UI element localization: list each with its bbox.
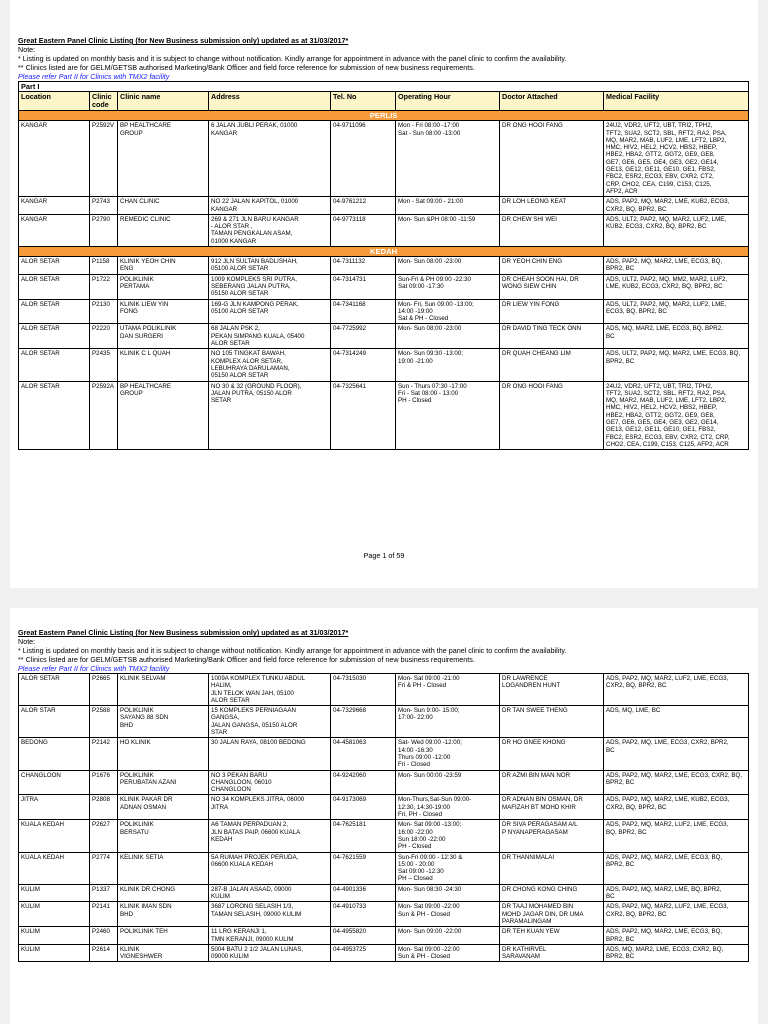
medical-facility-cell: ADS, PAP2, MQ, MAR2, LME, ECG3, BQ, BPR2, BC <box>604 852 749 884</box>
clinic-code-cell: P2790 <box>90 214 118 246</box>
document-page-2 <box>10 608 758 1024</box>
clinic-code-cell: P2614 <box>90 944 118 962</box>
clinic-name-cell: KLINIK VIGNESHWER <box>118 944 209 962</box>
tel-no-cell: 04-9173069 <box>331 795 396 820</box>
location-cell: KANGAR <box>19 121 90 197</box>
address-cell: NO 22 JALAN KAPITOL, 01000 KANGAR <box>209 197 331 215</box>
clinic-code-cell: P2665 <box>90 674 118 706</box>
operating-hour-cell: Mon- Fri, Sun 09:00 -13:00; 14:00 -19:00 Sat & PH - Closed <box>396 299 500 324</box>
table-row <box>19 944 749 962</box>
clinic-code-cell: P2588 <box>90 706 118 738</box>
listing-title: Great Eastern Panel Clinic Listing (for New Business submission only) updated as at 31/03/2017* <box>18 36 349 45</box>
table-row <box>19 738 749 770</box>
doctor-cell: DR AZMI BIN MAN NOR <box>500 770 604 795</box>
note-line-1: * Listing is updated on monthly basis and it is subject to change without notification. Kindly arrange for appointment in advance with the panel clinic to confirm the availability. <box>18 54 567 63</box>
clinic-name-cell: POLIKLINIK TEH <box>118 927 209 945</box>
address-cell: 912 JLN SULTAN BADLISHAH, 05100 ALOR SETAR <box>209 257 331 275</box>
column-header-row <box>19 92 749 111</box>
operating-hour-cell: Mon- Sun 09:00 -22:00 <box>396 927 500 945</box>
medical-facility-cell: ADS, ULT2, PAP2, MQ, MAR2, LUF2, LME, ECG3, BQ, BPR2, BC <box>604 299 749 324</box>
doctor-cell: DR CHEAH SOON HAI, DR WONG SIEW CHIN <box>500 274 604 299</box>
note-line-1: * Listing is updated on monthly basis and it is subject to change without notification. Kindly arrange for appointment in advance with the panel clinic to confirm the availability. <box>18 646 567 655</box>
location-cell: ALOR SETAR <box>19 274 90 299</box>
col-header-clinic-code: Clinic code <box>90 92 118 111</box>
region-header-row <box>19 111 749 121</box>
address-cell: 15 KOMPLEKS PERNIAGAAN GANGSA, JALAN GANGSA, 05150 ALOR STAR <box>209 706 331 738</box>
location-cell: KUALA KEDAH <box>19 852 90 884</box>
location-cell: KANGAR <box>19 214 90 246</box>
operating-hour-cell: Mon - Fri 08:00 -17:00 Sat - Sun 08:00 -13:00 <box>396 121 500 197</box>
clinic-name-cell: KELINIK SETIA <box>118 852 209 884</box>
operating-hour-cell: Mon- Sat 09:00 -22:00 Sun & PH - Closed <box>396 944 500 962</box>
clinic-code-cell: P2627 <box>90 820 118 852</box>
document-page-1 <box>10 0 758 588</box>
clinic-name-cell: KLINIK IMAN SDN BHD <box>118 902 209 927</box>
clinic-code-cell: P2774 <box>90 852 118 884</box>
table-row <box>19 820 749 852</box>
tel-no-cell: 04-7341168 <box>331 299 396 324</box>
operating-hour-cell: Mon- Sun 09:30 -13:00; 19:00 -21:00 <box>396 349 500 381</box>
clinic-code-cell: P2460 <box>90 927 118 945</box>
page-2-header <box>18 628 748 673</box>
clinic-name-cell: UTAMA POLIKLINIK DAN SURGERI <box>118 324 209 349</box>
tel-no-cell: 04-7625181 <box>331 820 396 852</box>
tel-no-cell: 04-7621559 <box>331 852 396 884</box>
location-cell: ALOR SETAR <box>19 324 90 349</box>
clinic-code-cell: P1676 <box>90 770 118 795</box>
location-cell: KULIM <box>19 884 90 902</box>
doctor-cell: DR DAVID TING TECK ONN <box>500 324 604 349</box>
clinic-code-cell: P1337 <box>90 884 118 902</box>
note-line-2: ** Clinics listed are for GELM/GETSB authorised Marketing/Bank Officer and field force reference for submission of new business requirements. <box>18 655 475 664</box>
table-row <box>19 274 749 299</box>
clinic-name-cell: HO KLINIK <box>118 738 209 770</box>
medical-facility-cell: 24U2, VDR2, UFT2, UBT, TRI2, TPH2, TFT2, SUA2, SCT2, SBL, RFT2, RA2, PSA, MQ, MAR2, MAB, LUF2, LME, LFT2, LBP2, HMC, HIV2, HEL2, HCV2, HBS2, HBEP, HBE2, HBA2, GTT2, GGT2, GE9, GE8, GE7, GE6, GE5, GE4, GE3, GE2, GE14, GE13, GE12, GE11, GE10, GE1, FBS2, FBC2, ESR2, ECG3, EBV, CXR2, CT2, CRP, CHO2, CEA, C199, C153, C125, AFP2, ACR <box>604 381 749 450</box>
table-row <box>19 214 749 246</box>
location-cell: KULIM <box>19 902 90 927</box>
location-cell: ALOR SETAR <box>19 381 90 450</box>
doctor-cell: DR CHEW SHI WEI <box>500 214 604 246</box>
clinic-name-cell: REMEDIC CLINIC <box>118 214 209 246</box>
medical-facility-cell: ADS, ULT2, PAP2, MQ, MAR2, LME, ECG3, BQ, BPR2, BC <box>604 349 749 381</box>
medical-facility-cell: ADS, MQ, LME, BC <box>604 706 749 738</box>
address-cell: 269 & 271 JLN BARU KANGAR - ALOR STAR , TAMAN PENGKALAN ASAM, 01000 KANGAR <box>209 214 331 246</box>
operating-hour-cell: Sun-Fri 09:00 - 12:30 & 15:00 - 20:00 Sat 09:00 -12:30 PH – Closed <box>396 852 500 884</box>
clinic-code-cell: P1722 <box>90 274 118 299</box>
clinic-code-cell: P2220 <box>90 324 118 349</box>
operating-hour-cell: Mon-Thurs,Sat-Sun 09:00- 12:30, 14:30-19:00 Fri, PH - Closed <box>396 795 500 820</box>
tel-no-cell: 04-9242060 <box>331 770 396 795</box>
clinic-name-cell: BP HEALTHCARE GROUP <box>118 121 209 197</box>
tel-no-cell: 04-7314249 <box>331 349 396 381</box>
location-cell: JITRA <box>19 795 90 820</box>
location-cell: ALOR SETAR <box>19 257 90 275</box>
location-cell: CHANGLOON <box>19 770 90 795</box>
medical-facility-cell: ADS, PAP2, MQ, MAR2, LME, ECG3, CXR2, BQ, BPR2, BC <box>604 770 749 795</box>
operating-hour-cell: Mon- Sun 08:00 -23:00 <box>396 324 500 349</box>
operating-hour-cell: Mon- Sun 00:00 -23:59 <box>396 770 500 795</box>
tel-no-cell: 04-7725992 <box>331 324 396 349</box>
tel-no-cell: 04-4901336 <box>331 884 396 902</box>
tel-no-cell: 04-4953725 <box>331 944 396 962</box>
medical-facility-cell: ADS, MQ, MAR2, LME, ECG3, CXR2, BQ, BPR2, BC <box>604 944 749 962</box>
col-header-medical-facility: Medical Facility <box>604 92 749 111</box>
part-ii-reference-link[interactable]: Please refer Part II for Clinics with TMX2 facility <box>18 72 170 81</box>
address-cell: 1009 KOMPLEKS SRI PUTRA, SEBERANG JALAN PUTRA, 05150 ALOR SETAR <box>209 274 331 299</box>
operating-hour-cell: Mon- Sun 9:00- 15:00; 17:00- 22:00 <box>396 706 500 738</box>
doctor-cell: DR TEH KUAN YEW <box>500 927 604 945</box>
table-row <box>19 299 749 324</box>
location-cell: KUALA KEDAH <box>19 820 90 852</box>
medical-facility-cell: ADS, PAP2, MQ, MAR2, LME, KUB2, ECG3, CXR2, BQ, BPR2, BC <box>604 795 749 820</box>
medical-facility-cell: ADS, MQ, MAR2, LME, ECG3, BQ, BPR2, BC <box>604 324 749 349</box>
doctor-cell: DR ONG HOOI FANG <box>500 121 604 197</box>
location-cell: BEDONG <box>19 738 90 770</box>
col-header-address: Address <box>209 92 331 111</box>
address-cell: 5004 BATU 2 1/2 JALAN LUNAS, 09000 KULIM <box>209 944 331 962</box>
location-cell: ALOR STAR <box>19 706 90 738</box>
address-cell: 68 JALAN PSK 2, PEKAN SIMPANG KUALA, 05400 ALOR SETAR <box>209 324 331 349</box>
medical-facility-cell: ADS, PAP2, MQ, MAR2, LME, ECG3, BQ, BPR2, BC <box>604 927 749 945</box>
table-row <box>19 884 749 902</box>
clinic-name-cell: KLINIK PAKAR DR ADNAN OSMAN <box>118 795 209 820</box>
clinic-code-cell: P2808 <box>90 795 118 820</box>
clinic-code-cell: P2141 <box>90 902 118 927</box>
region-header-row <box>19 247 749 257</box>
clinic-name-cell: CHAN CLINIC <box>118 197 209 215</box>
location-cell: ALOR SETAR <box>19 349 90 381</box>
clinic-name-cell: KLINIK YEOH CHIN ENG <box>118 257 209 275</box>
page-number: Page 1 of 59 <box>363 551 405 560</box>
table-row <box>19 902 749 927</box>
table-row <box>19 795 749 820</box>
clinic-code-cell: P1158 <box>90 257 118 275</box>
doctor-cell: DR YEOH CHIN ENG <box>500 257 604 275</box>
address-cell: 1009A KOMPLEX TUNKU ABDUL HALIM, JLN TELOK WAN JAH, 05100 ALOR SETAR <box>209 674 331 706</box>
clinic-name-cell: KLINIK LIEW YIN FONG <box>118 299 209 324</box>
medical-facility-cell: ADS, PAP2, MQ, MAR2, LME, KUB2, ECG3, CXR2, BQ, BPR2, BC <box>604 197 749 215</box>
operating-hour-cell: Sun-Fri & PH 09:00 -22:30 Sat 09:00 -17:30 <box>396 274 500 299</box>
location-cell: ALOR SETAR <box>19 299 90 324</box>
note-label: Note: <box>18 45 36 54</box>
operating-hour-cell: Mon- Sun 08:30 -24:30 <box>396 884 500 902</box>
clinic-name-cell: POLIKLINIK SAYANG 88 SDN BHD <box>118 706 209 738</box>
location-cell: ALOR SETAR <box>19 674 90 706</box>
col-header-doctor-attached: Doctor Attached <box>500 92 604 111</box>
operating-hour-cell: Mon- Sun &PH 08:00 -11:59 <box>396 214 500 246</box>
tel-no-cell: 04-4581063 <box>331 738 396 770</box>
clinic-code-cell: P2592V <box>90 121 118 197</box>
doctor-cell: DR CHONG KONG CHING <box>500 884 604 902</box>
clinic-name-cell: BP HEALTHCARE GROUP <box>118 381 209 450</box>
tel-no-cell: 04-7315030 <box>331 674 396 706</box>
address-cell: 287-B JALAN ASAAD, 09000 KULIM <box>209 884 331 902</box>
location-cell: KULIM <box>19 927 90 945</box>
clinic-name-cell: KLINIK C L QUAH <box>118 349 209 381</box>
operating-hour-cell: Sun - Thurs 07:30 -17:00 Fri - Sat 08:00 - 13:00 PH - Closed <box>396 381 500 450</box>
doctor-cell: DR LIEW YIN FONG <box>500 299 604 324</box>
clinic-code-cell: P2142 <box>90 738 118 770</box>
table-row <box>19 674 749 706</box>
clinic-name-cell: KLINIK DR CHONG <box>118 884 209 902</box>
table-row <box>19 381 749 450</box>
doctor-cell: DR KATHIRVEL SARAVANAM <box>500 944 604 962</box>
table-row <box>19 706 749 738</box>
listing-title: Great Eastern Panel Clinic Listing (for New Business submission only) updated as at 31/03/2017* <box>18 628 349 637</box>
clinic-table-page-2 <box>18 673 749 962</box>
medical-facility-cell: 24U2, VDR2, UFT2, UBT, TRI2, TPH2, TFT2, SUA2, SCT2, SBL, RFT2, RA2, PSA, MQ, MAR2, MAB, LUF2, LME, LFT2, LBP2, HMC, HIV2, HEL2, HCV2, HBS2, HBEP, HBE2, HBA2, GTT2, GGT2, GE9, GE8, GE7, GE6, GE5, GE4, GE3, GE2, GE14, GE13, GE12, GE11, GE10, GE1, FBS2, FBC2, ESR2, ECG3, EBV, CXR2, CT2, CRP, CHO2, CEA, C199, C153, C125, AFP2, ACR <box>604 121 749 197</box>
doctor-cell: DR TAN SWEE THENG <box>500 706 604 738</box>
clinic-code-cell: P2130 <box>90 299 118 324</box>
doctor-cell: DR LOH LEONG KEAT <box>500 197 604 215</box>
clinic-code-cell: P2743 <box>90 197 118 215</box>
address-cell: 3687 LORONG SELASIH 1/3, TAMAN SELASIH, 09000 KULIM <box>209 902 331 927</box>
tel-no-cell: 04-7329668 <box>331 706 396 738</box>
region-label: PERLIS <box>19 111 749 121</box>
table-row <box>19 927 749 945</box>
doctor-cell: DR LAWRENCE LOGANDREN HUNT <box>500 674 604 706</box>
operating-hour-cell: Mon - Sat 09:00 - 21:00 <box>396 197 500 215</box>
address-cell: 5A RUMAH PROJEK PERUDA, 06600 KUALA KEDAH <box>209 852 331 884</box>
table-row <box>19 121 749 197</box>
region-label: KEDAH <box>19 247 749 257</box>
operating-hour-cell: Mon- Sun 08:00 -23:00 <box>396 257 500 275</box>
note-line-2: ** Clinics listed are for GELM/GETSB authorised Marketing/Bank Officer and field force reference for submission of new business requirements. <box>18 63 475 72</box>
address-cell: A6 TAMAN PERPADUAN 2, JLN BATAS PAIP, 06600 KUALA KEDAH <box>209 820 331 852</box>
table-row <box>19 197 749 215</box>
page-1-body <box>18 36 748 450</box>
address-cell: NO 30 & 32 (GROUND FLOOR), JALAN PUTRA, 05150 ALOR SETAR <box>209 381 331 450</box>
operating-hour-cell: Mon- Sat 09:00 -13:00; 16:00 -22:00 Sun 18:00 -22:00 PH - Closed <box>396 820 500 852</box>
col-header-location: Location <box>19 92 90 111</box>
tel-no-cell: 04-7314731 <box>331 274 396 299</box>
operating-hour-cell: Sat- Wed 09:00 -12:00; 14:00 -16:30 Thurs 09:00 -12:00 Fri - Closed <box>396 738 500 770</box>
col-header-tel-no: Tel. No <box>331 92 396 111</box>
operating-hour-cell: Mon- Sat 09:00 -21:00 Fri & PH - Closed <box>396 674 500 706</box>
clinic-name-cell: POLIKLINIK PERTAMA <box>118 274 209 299</box>
address-cell: NO 105 TINGKAT BAWAH, KOMPLEX ALOR SETAR, LEBUHRAYA DARULAMAN, 05150 ALOR SETAR <box>209 349 331 381</box>
address-cell: 30 JALAN RAYA, 08100 BEDONG <box>209 738 331 770</box>
table-row <box>19 324 749 349</box>
address-cell: NO 3 PEKAN BARU CHANGLOON, 06010 CHANGLOON <box>209 770 331 795</box>
table-row <box>19 770 749 795</box>
location-cell: KULIM <box>19 944 90 962</box>
medical-facility-cell: ADS, PAP2, MQ, LME, ECG3, CXR2, BPR2, BC <box>604 738 749 770</box>
clinic-name-cell: POLIKLINIK BERSATU <box>118 820 209 852</box>
address-cell: 11 LRG KERANJI 1, TMN KERANJI, 09000 KULIM <box>209 927 331 945</box>
tel-no-cell: 04-7325641 <box>331 381 396 450</box>
medical-facility-cell: ADS, PAP2, MQ, MAR2, LUF2, LME, ECG3, BQ, BPR2, BC <box>604 820 749 852</box>
medical-facility-cell: ADS, PAP2, MQ, MAR2, LUF2, LME, ECG3, CXR2, BQ, BPR2, BC <box>604 902 749 927</box>
medical-facility-cell: ADS, ULT2, PAP2, MQ, MM2, MAR2, LUF2, LME, KUB2, ECG3, CXR2, BQ, BPR2, BC <box>604 274 749 299</box>
address-cell: 169-G JLN KAMPONG PERAK, 05100 ALOR SETAR <box>209 299 331 324</box>
tel-no-cell: 04-7311132 <box>331 257 396 275</box>
operating-hour-cell: Mon- Sat 09:00 -22:00 Sun & PH - Closed <box>396 902 500 927</box>
tel-no-cell: 04-9761212 <box>331 197 396 215</box>
tel-no-cell: 04-4910733 <box>331 902 396 927</box>
part-ii-reference-link[interactable]: Please refer Part II for Clinics with TMX2 facility <box>18 664 170 673</box>
table-row <box>19 349 749 381</box>
address-cell: 6 JALAN JUBLI PERAK, 01000 KANGAR <box>209 121 331 197</box>
clinic-name-cell: POLIKLINIK PERUBATAN AZANI <box>118 770 209 795</box>
clinic-table-page-1 <box>18 81 749 450</box>
tel-no-cell: 04-9711096 <box>331 121 396 197</box>
medical-facility-cell: ADS, PAP2, MQ, MAR2, LUF2, LME, ECG3, CXR2, BQ, BPR2, BC <box>604 674 749 706</box>
medical-facility-cell: ADS, ULT2, PAP2, MQ, MAR2, LUF2, LME, KUB2, ECG3, CXR2, BQ, BPR2, BC <box>604 214 749 246</box>
part-label: Part I <box>19 82 749 92</box>
page-1-header <box>18 36 748 81</box>
address-cell: NO 34 KOMPLEKS JITRA, 06000 JITRA <box>209 795 331 820</box>
col-header-clinic-name: Clinic name <box>118 92 209 111</box>
doctor-cell: DR HO GNEE KHONG <box>500 738 604 770</box>
location-cell: KANGAR <box>19 197 90 215</box>
doctor-cell: DR SIVA PERAGASAM A/L P NYANAPERAGASAM <box>500 820 604 852</box>
doctor-cell: DR ONG HOOI FANG <box>500 381 604 450</box>
note-label: Note: <box>18 637 36 646</box>
clinic-code-cell: P2435 <box>90 349 118 381</box>
clinic-code-cell: P2592A <box>90 381 118 450</box>
tel-no-cell: 04-9773118 <box>331 214 396 246</box>
table-row <box>19 852 749 884</box>
page-2-body <box>18 628 748 962</box>
part-label-row <box>19 82 749 92</box>
doctor-cell: DR ADNAN BIN OSMAN, DR MAFIZAH BT MOHD KHIR <box>500 795 604 820</box>
medical-facility-cell: ADS, PAP2, MQ, MAR2, LME, ECG3, BQ, BPR2, BC <box>604 257 749 275</box>
doctor-cell: DR TAAJ MOHAMED BIN MOHD JAGAR DIN, DR UMA PARAMALINGAM <box>500 902 604 927</box>
tel-no-cell: 04-4955820 <box>331 927 396 945</box>
doctor-cell: DR QUAH CHEANG LIM <box>500 349 604 381</box>
clinic-name-cell: KLINIK SELVAM <box>118 674 209 706</box>
col-header-operating-hour: Operating Hour <box>396 92 500 111</box>
table-row <box>19 257 749 275</box>
doctor-cell: DR THANNIMALAI <box>500 852 604 884</box>
medical-facility-cell: ADS, PAP2, MQ, MAR2, LME, BQ, BPR2, BC <box>604 884 749 902</box>
